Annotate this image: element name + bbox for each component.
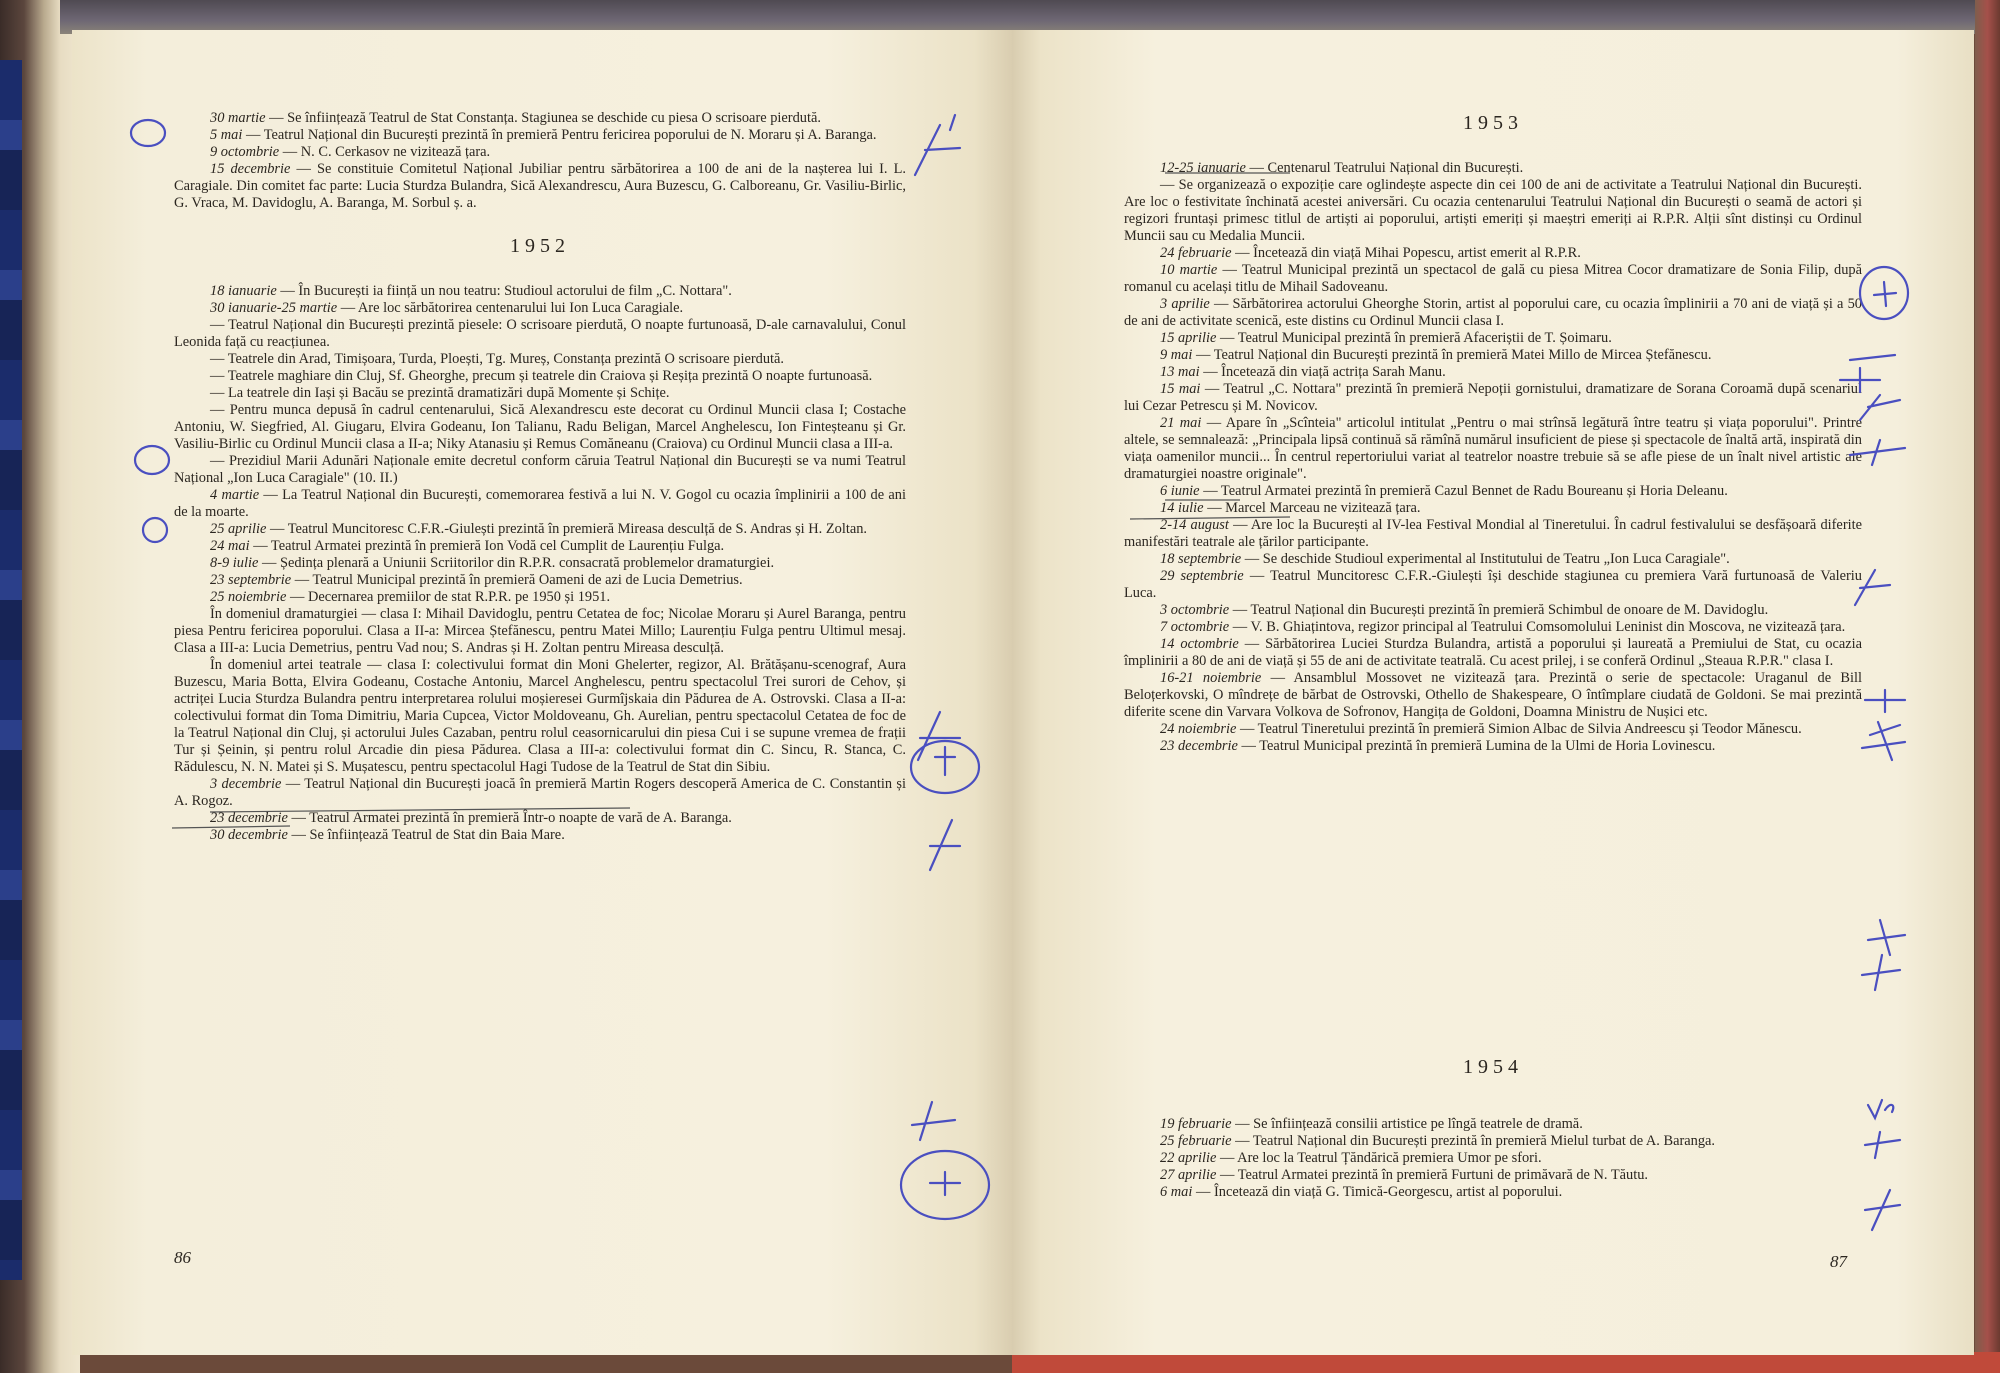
chronology-entry (174, 144, 906, 161)
entries-1952 (174, 283, 906, 844)
entry-date: 13 mai (1160, 364, 1200, 380)
entry-text: — Are loc la Teatrul Țăndărică premiera Umor pe sfori. (1219, 1150, 1542, 1166)
chronology-entry (174, 572, 906, 589)
entry-date: 3 octombrie (1160, 602, 1230, 618)
entry-text: — Prezidiul Marii Adunări Naționale emite decretul conform căruia Teatrul Național din București se va numi Teatrul Național „Ion Luca Caragiale" (10. II.) (174, 453, 906, 486)
entry-date: 15 aprilie (1160, 330, 1217, 346)
entry-text: — Teatrul Național din București prezintă în premieră Mielul turbat de A. Baranga. (1235, 1133, 1716, 1149)
entry-date: 25 februarie (1160, 1133, 1232, 1149)
entry-text: — Teatrul Armatei prezintă în premieră Ion Vodă cel Cumplit de Laurențiu Fulga. (253, 538, 725, 554)
entry-text: — Sărbătorirea Luciei Sturdza Bulandra, artistă a poporului și laureată a Premiului de Stat, cu ocazia împlinirii a 80 de ani de viață și 55 de ani de activitate teatrală. Cu acest prilej, i se conferă Ordinul „Steaua R.P.R." clasa I. (1124, 636, 1862, 669)
chronology-entry (174, 127, 906, 144)
entry-text: — Se constituie Comitetul Național Jubiliar pentru sărbătorirea a 100 de ani de la nașterea lui I. L. Caragiale. Din comitet fac parte: Lucia Sturdza Bulandra, Sică Alexandrescu, Aura Buzescu, G. Calboreanu, Gr. Vasiliu-Birlic, G. Vraca, M. Davidoglu, A. Baranga, M. Sorbul ș. a. (174, 161, 906, 211)
entry-date: 5 mai (210, 127, 243, 143)
entry-date: 30 martie (210, 110, 266, 126)
entry-text: — Se organizează o expoziție care oglindește aspecte din cei 100 de ani de activitate a Teatrului Național din București. Are loc o festivitate închinată acestei aniversări. Cu ocazia centenarului Teatrului Național din București o seamă de actori și regizori fruntași primesc titlul de artiști ai poporului, artiști emeriți și maeștri emeriți ai R.P.R. Alții sînt distinși cu Ordinul Muncii sau cu Medalia Muncii. (1124, 177, 1862, 244)
entry-date: 25 aprilie (210, 521, 267, 537)
chronology-entry (1124, 619, 1862, 636)
chronology-entry (174, 351, 906, 368)
entry-text: — Teatrul Armatei prezintă în premieră Într-o noapte de vară de A. Baranga. (291, 810, 732, 826)
entries-1954 (1124, 1116, 1862, 1201)
chronology-entry (174, 300, 906, 317)
entry-text: — Teatrele din Arad, Timișoara, Turda, Ploești, Tg. Mureș, Constanța prezintă O scrisoare pierdută. (210, 351, 784, 367)
chronology-entry (1124, 602, 1862, 619)
chronology-entry (1124, 1184, 1862, 1201)
entry-text: — Teatrul Muncitoresc C.F.R.-Giulești își deschide stagiunea cu premiera Vară furtunoasă de Valeriu Luca. (1124, 568, 1862, 601)
entry-date: 6 mai (1160, 1184, 1193, 1200)
entry-text: — Teatrul Armatei prezintă în premieră Cazul Bennet de Radu Boureanu și Horia Deleanu. (1203, 483, 1728, 499)
entry-text: — Teatrul Municipal prezintă în premieră Afaceriștii de T. Șoimaru. (1219, 330, 1612, 346)
entry-text: — Se înființează Teatrul de Stat din Baia Mare. (291, 827, 565, 843)
entry-date: 16-21 noiembrie (1160, 670, 1262, 686)
entry-text: — Încetează din viață Mihai Popescu, artist emerit al R.P.R. (1235, 245, 1581, 261)
entries-1951-end (174, 110, 906, 212)
chronology-entry (1124, 721, 1862, 738)
chronology-entry (1124, 568, 1862, 602)
entry-date: 3 aprilie (1160, 296, 1210, 312)
chronology-entry (1124, 670, 1862, 721)
entry-text: În domeniul dramaturgiei — clasa I: Mihail Davidoglu, pentru Cetatea de foc; Nicolae Moraru și Aurel Baranga, pentru piesa Pentru fericirea poporului. Clasa a II-a: Mircea Ștefănescu, pentru Matei Millo; Laurențiu Fulga pentru Ultimul mesaj. Clasa a III-a: Lucia Demetrius, pentru Vad nou; S. Andras și H. Zoltan pentru Mireasa desculță. (174, 606, 906, 656)
chronology-entry (1124, 245, 1862, 262)
year-heading-1953: 1953 (1463, 112, 1523, 134)
chronology-entry (174, 827, 906, 844)
entry-text: — Are loc la București al IV-lea Festival Mondial al Tineretului. În cadrul festivalului se desfășoară diferite manifestări teatrale ale țărilor participante. (1124, 517, 1862, 550)
chronology-entry (1124, 483, 1862, 500)
bottom-band (1012, 1352, 2000, 1373)
chronology-entry (174, 657, 906, 776)
chronology-entry (174, 521, 906, 538)
chronology-entry (1124, 296, 1862, 330)
entry-date: 2-14 august (1160, 517, 1229, 533)
chronology-entry (1124, 160, 1862, 177)
entry-text: — Încetează din viață actrița Sarah Manu. (1203, 364, 1446, 380)
entry-date: 22 aprilie (1160, 1150, 1217, 1166)
entry-date: 7 octombrie (1160, 619, 1230, 635)
chronology-entry (174, 110, 906, 127)
entry-date: 23 decembrie (1160, 738, 1238, 754)
entry-text: — Marcel Marceau ne vizitează țara. (1207, 500, 1421, 516)
entry-text: — Ședința plenară a Uniunii Scriitorilor din R.P.R. consacrată problemelor dramaturgiei. (261, 555, 775, 571)
entry-date: 30 ianuarie-25 martie (210, 300, 338, 316)
chronology-entry (1124, 262, 1862, 296)
chronology-entry (174, 161, 906, 212)
chronology-entry (1124, 415, 1862, 483)
entry-date: 4 martie (210, 487, 260, 503)
entry-date: 29 septembrie (1160, 568, 1244, 584)
entry-text: — Se înființează Teatrul de Stat Constanța. Stagiunea se deschide cu piesa O scrisoare pierdută. (269, 110, 821, 126)
chronology-entry (174, 589, 906, 606)
entry-date: 24 februarie (1160, 245, 1232, 261)
entries-1953 (1124, 160, 1862, 755)
chronology-entry (1124, 551, 1862, 568)
chronology-entry (174, 776, 906, 810)
entry-date: 25 noiembrie (210, 589, 287, 605)
chronology-entry (1124, 381, 1862, 415)
entry-text: — Teatrul Național din București joacă în premieră Martin Rogers descoperă America de C. Constantin și A. Rogoz. (174, 776, 906, 809)
entry-text: — Teatrul Național din București prezintă în premieră Pentru fericirea poporului de N. Moraru și A. Baranga. (246, 127, 877, 143)
entry-text: — Teatrul Național din București prezintă piesele: O scrisoare pierdută, O noapte furtunoasă, D-ale carnavalului, Conul Leonida față cu reacțiunea. (174, 317, 906, 350)
entry-text: — Teatrul Muncitoresc C.F.R.-Giulești prezintă în premieră Mireasa desculță de S. Andras și H. Zoltan. (269, 521, 868, 537)
entry-date: 9 mai (1160, 347, 1193, 363)
chronology-entry (174, 538, 906, 555)
entry-date: 18 ianuarie (210, 283, 277, 299)
entry-date: 15 mai (1160, 381, 1201, 397)
year-heading-1952: 1952 (510, 235, 570, 257)
chronology-entry (1124, 1150, 1862, 1167)
entry-date: 3 decembrie (210, 776, 282, 792)
entry-text: — Teatrul Municipal prezintă în premieră Lumina de la Ulmi de Horia Lovinescu. (1241, 738, 1716, 754)
entry-text: — V. B. Ghiațintova, regizor principal al Teatrului Comsomolului Leninist din Moscova, ne vizitează țara. (1232, 619, 1846, 635)
entry-text: — Ansamblul Mossovet ne vizitează țara. Prezintă o serie de spectacole: Uraganul de Bill Beloțerkovski, O mîndrețe de bărbat de Ostrovski, Othello de Shakespeare, O întîmplare ciudată de Goldoni. Se mai prezintă diferite scene din Varvara Volkova de Sofronov, Hangița de Goldoni, Doamna Ministru de Nușici etc. (1124, 670, 1863, 720)
entry-date: 6 iunie (1160, 483, 1200, 499)
entry-text: — Sărbătorirea actorului Gheorghe Storin, artist al poporului care, cu ocazia împlinirii a 70 ani de viață și a 50 de ani de activitate scenică, este distins cu Ordinul Muncii clasa I. (1124, 296, 1862, 329)
entry-text: — Apare în „Scînteia" articolul intitulat „Pentru o mai strînsă legătură între teatru și viața poporului". Printre altele, se semnalează: „Principala lipsă continuă să rămînă numărul insuficient de piese și spectacole de înaltă artă, inspirată din viața oamenilor muncii... În centrul repertoriului variat al teatrelor noastre trebuie să se afle piese de un înalt nivel artistic ale dramaturgiei noastre originale". (1124, 415, 1863, 482)
chronology-entry (174, 402, 906, 453)
page-number-right: 87 (1830, 1252, 1847, 1271)
chronology-entry (174, 555, 906, 572)
entry-text: — Centenarul Teatrului Național din București. (1249, 160, 1524, 176)
chronology-entry (174, 317, 906, 351)
entry-text: — Teatrul Național din București prezintă în premieră Matei Millo de Mircea Ștefănescu. (1196, 347, 1712, 363)
chronology-entry (174, 385, 906, 402)
spine-strip (0, 60, 22, 1280)
entry-date: 23 decembrie (210, 810, 288, 826)
entry-date: 15 decembrie (210, 161, 291, 177)
entry-date: 19 februarie (1160, 1116, 1232, 1132)
entry-date: 24 mai (210, 538, 250, 554)
entry-text: — La Teatrul Național din București, comemorarea festivă a lui N. V. Gogol cu ocazia împlinirii a 100 de ani de la moarte. (174, 487, 906, 520)
entry-date: 9 octombrie (210, 144, 280, 160)
entry-date: 23 septembrie (210, 572, 292, 588)
entry-text: — În București ia ființă un nou teatru: Studioul actorului de film „C. Nottara". (280, 283, 732, 299)
entry-text: — Are loc sărbătorirea centenarului lui Ion Luca Caragiale. (340, 300, 684, 316)
chronology-entry (1124, 738, 1862, 755)
chronology-entry (1124, 1167, 1862, 1184)
chronology-entry (1124, 636, 1862, 670)
entry-date: 21 mai (1160, 415, 1202, 431)
chronology-entry (174, 487, 906, 521)
entry-text: — Se deschide Studioul experimental al Institutului de Teatru „Ion Luca Caragiale". (1244, 551, 1730, 567)
entry-text: — Decernarea premiilor de stat R.P.R. pe 1950 și 1951. (289, 589, 611, 605)
entry-date: 27 aprilie (1160, 1167, 1217, 1183)
right-cover (1975, 0, 2000, 1373)
entry-text: — N. C. Cerkasov ne vizitează țara. (282, 144, 491, 160)
entry-text: În domeniul artei teatrale — clasa I: colectivului format din Moni Ghelerter, regizor, Al. Brătășanu-scenograf, Aura Buzescu, Maria Botta, Elvira Godeanu, Costache Antoniu, Marcel Anghelescu, pentru spectacolul Trei surori de Cehov, și actriței Lucia Sturdza Bulandra pentru interpretarea rolului moșieresei Gurmîjskaia din Pădurea de A. Ostrovski. Clasa a II-a: colectivului format din Toma Dimitriu, Maria Cupcea, Victor Moldoveanu, Gh. Aurelian, pentru spectacolul Cetatea de foc de la Teatrul Național din Cluj, și actorului Jules Cazaban, pentru rolul ceasornicarului din piesa Cui i se supune vremea de frații Tur și Șeinin, și pentru rolul Arcadie din piesa Pădurea. Clasa a III-a: colectivului format din C. Sincu, R. Stanca, C. Rădulescu, N. N. Matei și S. Mușatescu, pentru spectacolul Hagi Tudose de la Teatrul de Stat din Sibiu. (174, 657, 906, 775)
chronology-entry (174, 453, 906, 487)
entry-text: — Teatrul Municipal prezintă în premieră Oameni de azi de Lucia Demetrius. (294, 572, 743, 588)
chronology-entry (1124, 177, 1862, 245)
chronology-entry (174, 283, 906, 300)
entry-date: 12-25 ianuarie (1160, 160, 1246, 176)
entry-text: — Teatrul „C. Nottara" prezintă în premieră Nepoții gornistului, dramatizare de Sorana Coroamă după scenariul lui Cezar Petrescu și M. Novicov. (1124, 381, 1862, 414)
entry-date: 30 decembrie (210, 827, 288, 843)
chronology-entry (174, 810, 906, 827)
chronology-entry (1124, 330, 1862, 347)
chronology-entry (1124, 347, 1862, 364)
entry-date: 24 noiembrie (1160, 721, 1237, 737)
left-page-text (174, 110, 906, 844)
entry-text: — La teatrele din Iași și Bacău se prezintă dramatizări după Momente și Schițe. (210, 385, 670, 401)
chronology-entry (1124, 1133, 1862, 1150)
top-band (60, 0, 2000, 34)
entry-date: 18 septembrie (1160, 551, 1242, 567)
chronology-entry (1124, 364, 1862, 381)
chronology-entry (1124, 1116, 1862, 1133)
page-number-left: 86 (174, 1248, 191, 1267)
chronology-entry (174, 606, 906, 657)
chronology-entry (174, 368, 906, 385)
entry-date: 10 martie (1160, 262, 1218, 278)
entry-date: 8-9 iulie (210, 555, 259, 571)
entry-date: 14 octombrie (1160, 636, 1239, 652)
chronology-entry (1124, 500, 1862, 517)
entry-text: — Pentru munca depusă în cadrul centenarului, Sică Alexandrescu este decorat cu Ordinul Muncii clasa I; Costache Antoniu, W. Siegfried, Al. Giugaru, Elvira Godeanu, Ion Talianu, Radu Beligan, Marcel Anghelescu, Ion Finteșteanu și Gr. Vasiliu-Birlic cu Ordinul Muncii clasa a II-a; Niky Atanasiu și Remus Comăneanu (Craiova) cu Ordinul Muncii clasa a III-a. (174, 402, 906, 452)
entry-text: — Încetează din viață G. Timică-Georgescu, artist al poporului. (1196, 1184, 1563, 1200)
entry-text: — Teatrul Armatei prezintă în premieră Furtuni de primăvară de N. Tăutu. (1219, 1167, 1649, 1183)
year-heading-1954: 1954 (1463, 1056, 1523, 1078)
entry-text: — Teatrul Tineretului prezintă în premieră Simion Albac de Silvia Andreescu și Teodor Mănescu. (1239, 721, 1802, 737)
entry-text: — Teatrul Municipal prezintă un spectacol de gală cu piesa Mitrea Cocor dramatizare de Sonia Filip, după romanul cu același titlu de Mihail Sadoveanu. (1124, 262, 1862, 295)
entry-text: — Teatrele maghiare din Cluj, Sf. Gheorghe, precum și teatrele din Craiova și Reșița prezintă O noapte furtunoasă. (210, 368, 873, 384)
chronology-entry (1124, 517, 1862, 551)
entry-date: 14 iulie (1160, 500, 1204, 516)
entry-text: — Teatrul Național din București prezintă în premieră Schimbul de onoare de M. Davidoglu. (1232, 602, 1769, 618)
entry-text: — Se înființează consilii artistice pe lîngă teatrele de dramă. (1235, 1116, 1583, 1132)
